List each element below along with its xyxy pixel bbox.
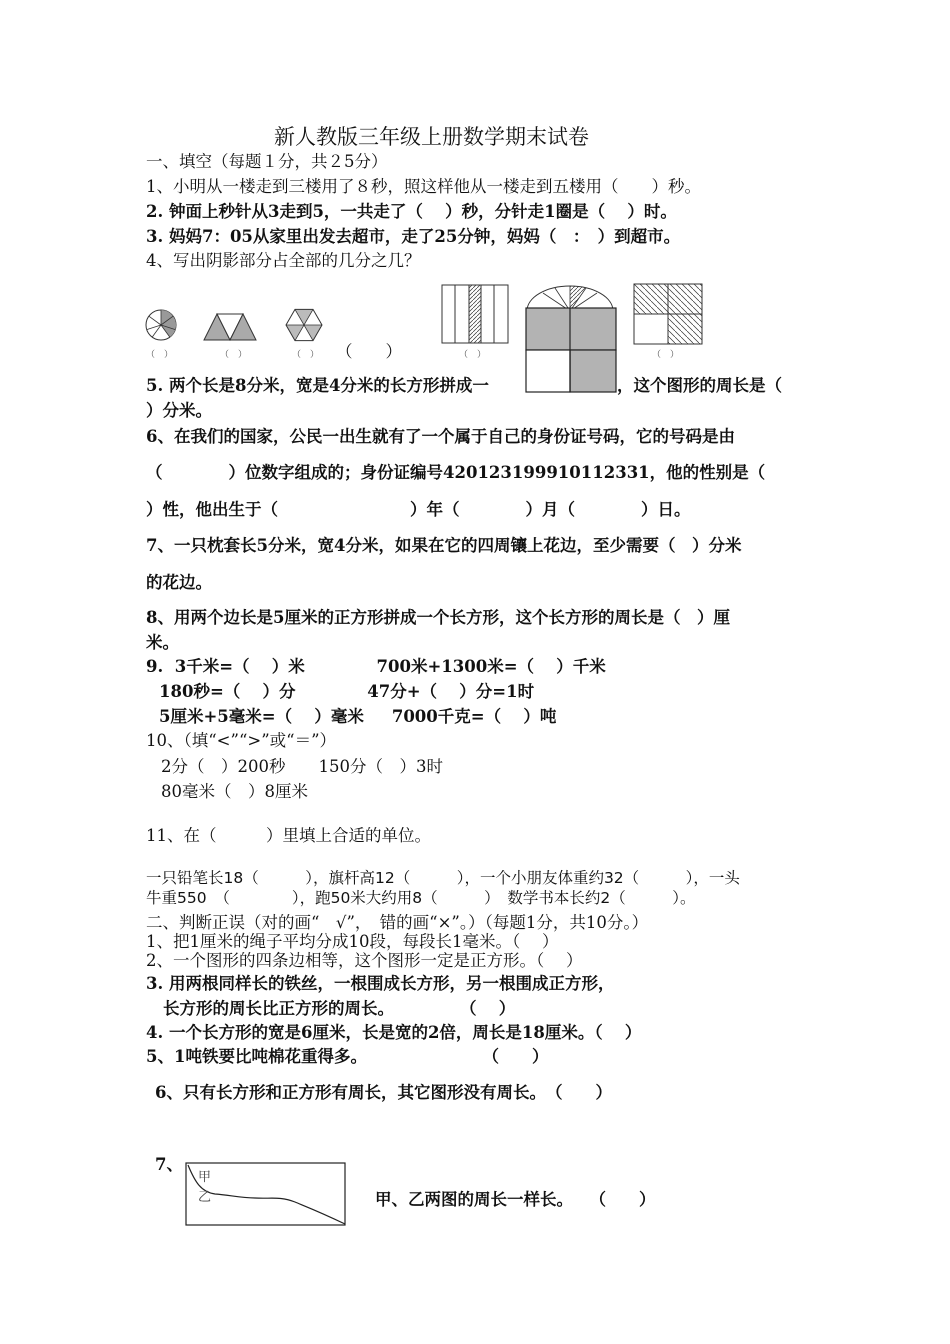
judge-3-line2: 长方形的周长比正方形的周长。 （ ） xyxy=(163,999,516,1018)
judge-1: 1、把1厘米的绳子平均分成10段，每段长1毫米。（ ） xyxy=(146,932,559,951)
circle-fraction-figure xyxy=(144,308,178,342)
section1-heading: 一、填空（每题１分，共２5分） xyxy=(146,152,388,171)
question-1: 1、小明从一楼走到三楼用了８秒，照这样他从一楼走到五楼用（ ）秒。 xyxy=(146,177,701,196)
composite-rectangles-figure xyxy=(525,307,617,393)
question-2: 2. 钟面上秒针从3走到5，一共走了（ ）秒，分针走1圈是（ ）时。 xyxy=(146,202,677,221)
question-11-line2: 牛重550 （ ），跑50米大约用8（ ） 数学书本长约2（ ）。 xyxy=(146,889,696,907)
question-5-part3: ）分米。 xyxy=(146,401,212,420)
question-6-line2: （ ）位数字组成的；身份证编号420123199910112331，他的性别是（ xyxy=(146,463,766,482)
question-4: 4、写出阴影部分占全部的几分之几？ xyxy=(146,251,421,270)
question-6-line3: ）性，他出生于（ ）年（ ）月（ ）日。 xyxy=(146,500,691,519)
judge-4: 4. 一个长方形的宽是6厘米，长是宽的2倍，周长是18厘米。（ ） xyxy=(146,1023,642,1042)
question-9-row2: 180秒=（ ）分 47分+（ ）分=1时 xyxy=(159,682,535,701)
question-9-row3: 5厘米+5毫米=（ ）毫米 7000千克=（ ）吨 xyxy=(159,707,557,726)
question-7-line1: 7、一只枕套长5分米，宽4分米，如果在它的四周镶上花边，至少需要（ ）分米 xyxy=(146,536,742,555)
question-5-part2: ，这个图形的周长是（ xyxy=(617,376,782,395)
page-title: 新人教版三年级上册数学期末试卷 xyxy=(274,125,589,149)
judge-2: 2、一个图形的四条边相等，这个图形一定是正方形。（ ） xyxy=(146,951,583,970)
question-11-line1: 一只铅笔长18（ ），旗杆高12（ ），一个小朋友体重约32（ ），一头 xyxy=(146,869,740,887)
section2-heading: 二、判断正误（对的画“ √”， 错的画“×”。）（每题1分，共10分。） xyxy=(146,913,649,932)
question-11-heading: 11、在（ ）里填上合适的单位。 xyxy=(146,826,431,845)
judge-7-text: 甲、乙两图的周长一样长。 （ ） xyxy=(375,1190,656,1209)
question-9-row1: 9. 3千米=（ ）米 700米+1300米=（ ）千米 xyxy=(146,657,606,676)
trapezoid-fraction-figure xyxy=(203,312,259,342)
question-8-line2: 米。 xyxy=(146,633,179,652)
judge-6: 6、只有长方形和正方形有周长，其它图形没有周长。 （ ） xyxy=(155,1083,612,1102)
trapezoid-answer-blank[interactable]: （ ） xyxy=(220,350,248,360)
question-10-row1: 2分（ ）200秒 150分（ ）3时 xyxy=(161,757,443,776)
question-6-line1: 6、在我们的国家，公民一出生就有了一个属于自己的身份证号码，它的号码是由 xyxy=(146,427,735,446)
question-7-line2: 的花边。 xyxy=(146,573,212,592)
hexagon-answer-blank[interactable]: （ ） xyxy=(292,350,320,360)
square-answer-blank[interactable]: （ ） xyxy=(652,350,680,360)
q4-answer-blank[interactable]: （ ） xyxy=(336,342,402,361)
question-8-line1: 8、用两个边长是5厘米的正方形拼成一个长方形，这个长方形的周长是（ ）厘 xyxy=(146,608,730,627)
rectangle-strips-figure xyxy=(441,284,509,344)
jia-label: 甲 xyxy=(198,1170,212,1185)
hexagon-fraction-figure xyxy=(286,307,322,343)
judge-7-number: 7、 xyxy=(155,1155,183,1174)
question-10-heading: 10、（填“<”“>”或“＝”） xyxy=(146,731,337,750)
circle-answer-blank[interactable]: （ ） xyxy=(146,350,174,360)
question-10-row2: 80毫米（ ）8厘米 xyxy=(161,782,308,801)
strips-answer-blank[interactable]: （ ） xyxy=(459,350,487,360)
square-hatched-figure xyxy=(633,283,703,345)
question-5-part1: 5. 两个长是8分米，宽是4分米的长方形拼成一 xyxy=(146,376,489,395)
judge-3-line1: 3. 用两根同样长的铁丝，一根围成长方形，另一根围成正方形， xyxy=(146,974,615,993)
yi-label: 乙 xyxy=(198,1190,212,1205)
judge-5: 5、1吨铁要比吨棉花重得多。 （ ） xyxy=(146,1047,549,1066)
question-3: 3. 妈妈7：05从家里出发去超市，走了25分钟，妈妈（ ： ）到超市。 xyxy=(146,227,681,246)
